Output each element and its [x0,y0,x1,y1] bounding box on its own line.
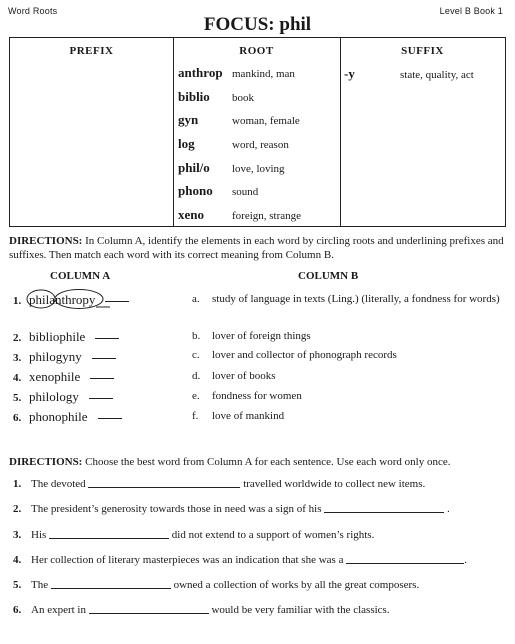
header-right-label: Level B Book 1 [439,6,503,16]
answer-blank[interactable] [105,301,129,302]
item-number: 2. [13,503,22,515]
root-term: biblio [178,89,210,104]
root-meaning: book [232,92,254,104]
column-a-word: phonophile [29,409,88,424]
root-meaning: woman, female [232,115,300,127]
sentence-after: . [444,503,450,515]
root-row [178,160,285,176]
item-number: 6. [13,412,22,424]
answer-blank[interactable] [98,418,122,419]
item-number: 1. [13,295,22,307]
sentence-after: owned a collection of works by all the great composers. [170,579,420,591]
fill-in-blank[interactable] [89,603,209,614]
root-row [178,89,254,105]
suffix-meaning: state, quality, act [400,69,474,81]
item-letter: e. [192,390,200,402]
header-left-label: Word Roots [8,6,58,16]
suffix-header: SUFFIX [401,45,444,57]
root-term: phil/o [178,160,210,175]
sentence-before: Her collection of literary masterpieces was an indication that she was a [31,554,347,566]
root-column [173,38,341,226]
sentence-before: His [31,529,50,541]
item-letter: f. [192,410,199,422]
answer-blank[interactable] [90,378,114,379]
item-number: 4. [13,372,22,384]
column-a-item [13,292,129,308]
sentence-item [13,603,390,616]
fill-in-blank[interactable] [51,578,171,589]
fill-in-blank[interactable] [346,553,464,564]
column-a-item [13,389,113,405]
directions-1 [9,234,507,262]
item-number: 3. [13,529,22,541]
sentence-after: travelled worldwide to collect new items. [240,478,426,490]
item-number: 5. [13,392,22,404]
sentence-item [13,477,425,490]
column-a-item [13,369,114,385]
column-b-header: COLUMN B [298,270,359,282]
directions-2-text: Choose the best word from Column A for each sentence. Use each word only once. [82,456,451,468]
prefix-column [10,38,174,226]
column-b-item [192,389,502,403]
root-term: log [178,136,195,151]
sentence-before: The president’s generosity towards those in need was a sign of his [31,503,325,515]
item-letter: a. [192,293,200,305]
sentence-before: An expert in [31,604,89,616]
column-a-item [13,409,122,425]
column-a-word: xenophile [29,369,81,384]
sentence-item [13,553,467,566]
item-number: 1. [13,478,22,490]
root-row [178,65,295,81]
answer-blank[interactable] [92,358,116,359]
column-b-text: fondness for women [212,390,302,402]
column-a-header: COLUMN A [50,270,111,282]
column-a-word: philogyny [29,349,82,364]
root-meaning: mankind, man [232,68,295,80]
item-letter: d. [192,370,201,382]
column-a-word: philology [29,389,79,404]
column-b-text: love of mankind [212,410,285,422]
column-b-item [192,292,502,306]
column-b-item [192,329,502,343]
root-meaning: sound [232,186,259,198]
root-meaning: word, reason [232,139,289,151]
sentence-after: did not extend to a support of women’s rights. [169,529,375,541]
answer-blank[interactable] [89,398,113,399]
item-number: 3. [13,352,22,364]
suffix-row [344,66,474,82]
sentence-item [13,578,419,591]
item-number: 2. [13,332,22,344]
fill-in-blank[interactable] [88,477,240,488]
column-b-item [192,409,502,423]
item-number: 4. [13,554,22,566]
roots-table [9,37,506,227]
directions-2 [9,455,507,469]
column-b-text: study of language in texts (Ling.) (literally, a fondness for words) [212,293,500,305]
sentence-before: The devoted [31,478,89,490]
root-row [178,112,300,128]
suffix-term: -y [344,66,355,81]
column-b-item [192,348,502,362]
sentence-item [13,502,450,515]
column-b-item [192,369,502,383]
fill-in-blank[interactable] [49,528,169,539]
item-letter: b. [192,330,201,342]
column-b-text: lover of foreign things [212,330,311,342]
directions-2-label: DIRECTIONS: [9,456,83,468]
item-number: 6. [13,604,22,616]
root-term: anthrop [178,65,223,80]
column-b-text: lover and collector of phonograph records [212,349,397,361]
root-header: ROOT [239,45,274,57]
column-a-item [13,329,119,345]
page-title: FOCUS: phil [203,14,312,35]
root-row [178,183,258,199]
directions-1-text: In Column A, identify the elements in each word by circling roots and underlining prefixes and suffixes. Then match each word with its correct meaning from Column B. [9,235,504,261]
prefix-header: PREFIX [69,45,114,57]
root-meaning: love, loving [232,163,285,175]
root-row [178,207,301,223]
root-meaning: foreign, strange [232,210,302,222]
sentence-item [13,528,374,541]
suffix-column [340,38,505,226]
fill-in-blank[interactable] [324,502,444,513]
answer-blank[interactable] [95,338,119,339]
item-number: 5. [13,579,22,591]
sentence-after: . [464,554,467,566]
column-b-text: lover of books [212,370,276,382]
root-term: gyn [178,112,199,127]
root-term: phono [178,183,213,198]
column-a-word: bibliophile [29,329,86,344]
root-row [178,136,289,152]
item-letter: c. [192,349,200,361]
sentence-before: The [31,579,51,591]
column-a-item [13,349,116,365]
directions-1-label: DIRECTIONS: [9,235,83,247]
column-a-word: philanthropy [29,292,96,307]
sentence-after: would be very familiar with the classics. [208,604,390,616]
root-term: xeno [178,207,204,222]
